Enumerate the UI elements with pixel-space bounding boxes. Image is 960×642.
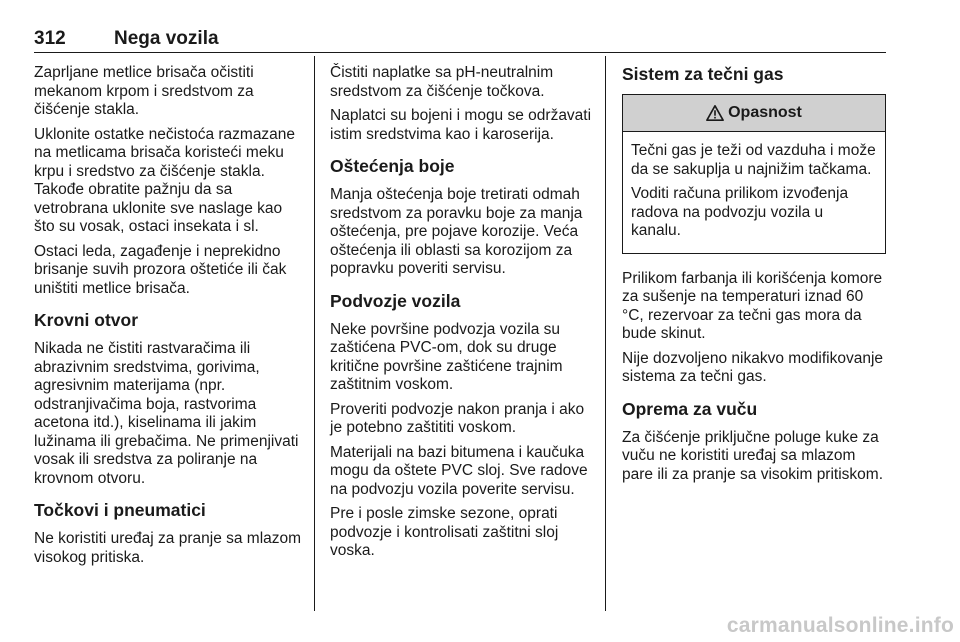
paragraph: Nikada ne čistiti rastvaračima ili abrazivnim sredstvima, gorivima, agresivnim materijama (npr. odstranjivačima boja, rastvorima acetona itd.), kiselinama ili jakim lužinama ili grebačima. Ne primenjivati vosak ili sredstva za poliranje na krovnom otvoru. bbox=[34, 340, 299, 487]
section-heading-towing: Oprema za vuču bbox=[622, 398, 758, 419]
paragraph: Proveriti podvozje nakon pranja i ako je potebno zaštititi voskom. bbox=[330, 400, 585, 436]
paragraph: Voditi računa prilikom izvođenja radova na podvozju vozila u kanalu. bbox=[631, 185, 849, 239]
section-heading-underbody: Podvozje vozila bbox=[330, 290, 461, 311]
section-heading-lpg: Sistem za tečni gas bbox=[622, 64, 784, 84]
column-3 bbox=[622, 64, 886, 490]
section-heading-paint: Oštećenja boje bbox=[330, 156, 455, 176]
warning-title: Opasnost bbox=[728, 103, 802, 121]
watermark: carmanualsonline.info bbox=[726, 614, 954, 637]
paragraph: Prilikom farbanja ili korišćenja komore za sušenje na temperaturi iznad 60 °C, rezervoar za tečni gas mora da bude skinut. bbox=[622, 269, 883, 342]
paragraph: Materijali na bazi bitumena i kaučuka mogu da oštete PVC sloj. Sve radove na podvozju vozila poverite servisu. bbox=[330, 443, 588, 498]
column-2 bbox=[330, 64, 592, 567]
paragraph: Ne koristiti uređaj za pranje sa mlazom visokog pritiska. bbox=[34, 530, 302, 566]
column-1 bbox=[34, 64, 304, 573]
paragraph: Uklonite ostatke nečistoća razmazane na metlicama brisača koristeći meku krpu i sredstvo za čišćenje stakla. Takođe obratite pažnju da sa vetrobrana uklonite sve naslage kao što su vosak, ostaci insekata i sl. bbox=[34, 125, 296, 235]
section-heading-wheels: Točkovi i pneumatici bbox=[34, 500, 206, 520]
column-divider-2 bbox=[605, 56, 606, 611]
paragraph: Pre i posle zimske sezone, oprati podvozje i kontrolisati zaštitni sloj voska. bbox=[330, 505, 559, 559]
paragraph: Nije dozvoljeno nikakvo modifikovanje sistema za tečni gas. bbox=[622, 349, 884, 385]
paragraph: Naplatci su bojeni i mogu se održavati istim sredstvima kao i karoserija. bbox=[330, 107, 592, 143]
section-heading-roof: Krovni otvor bbox=[34, 310, 139, 330]
warning-header bbox=[623, 95, 885, 132]
warning-box bbox=[622, 94, 886, 254]
chapter-title: Nega vozila bbox=[114, 28, 219, 49]
warning-triangle-icon bbox=[706, 104, 724, 122]
paragraph: Zaprljane metlice brisača očistiti mekanom krpom i sredstvom za čišćenje stakla. bbox=[34, 64, 254, 118]
page-header bbox=[34, 28, 886, 53]
paragraph: Čistiti naplatke sa pH-neutralnim sredstvom za čišćenje točkova. bbox=[330, 64, 554, 100]
warning-body bbox=[623, 132, 885, 253]
page-number: 312 bbox=[34, 28, 66, 49]
paragraph: Za čišćenje priključne poluge kuke za vuču ne koristiti uređaj sa mlazom pare ili za pranje sa visokim pritiskom. bbox=[622, 428, 884, 483]
column-divider-1 bbox=[314, 56, 315, 611]
paragraph: Ostaci leda, zagađenje i neprekidno brisanje suvih prozora oštetiće ili čak uništiti metlice brisača. bbox=[34, 242, 287, 297]
paragraph: Manja oštećenja boje tretirati odmah sredstvom za poravku boje za manja oštećenja, pre pojave korozije. Veća oštećenja ili oblasti sa korozijom za popravku poveriti servisu. bbox=[330, 186, 583, 277]
paragraph: Tečni gas je teži od vazduha i može da se sakuplja u najnižim tačkama. bbox=[631, 142, 876, 178]
paragraph: Neke površine podvozja vozila su zaštićena PVC-om, dok su druge kritične površine zaštićene trajnim zaštitnim voskom. bbox=[330, 320, 563, 393]
